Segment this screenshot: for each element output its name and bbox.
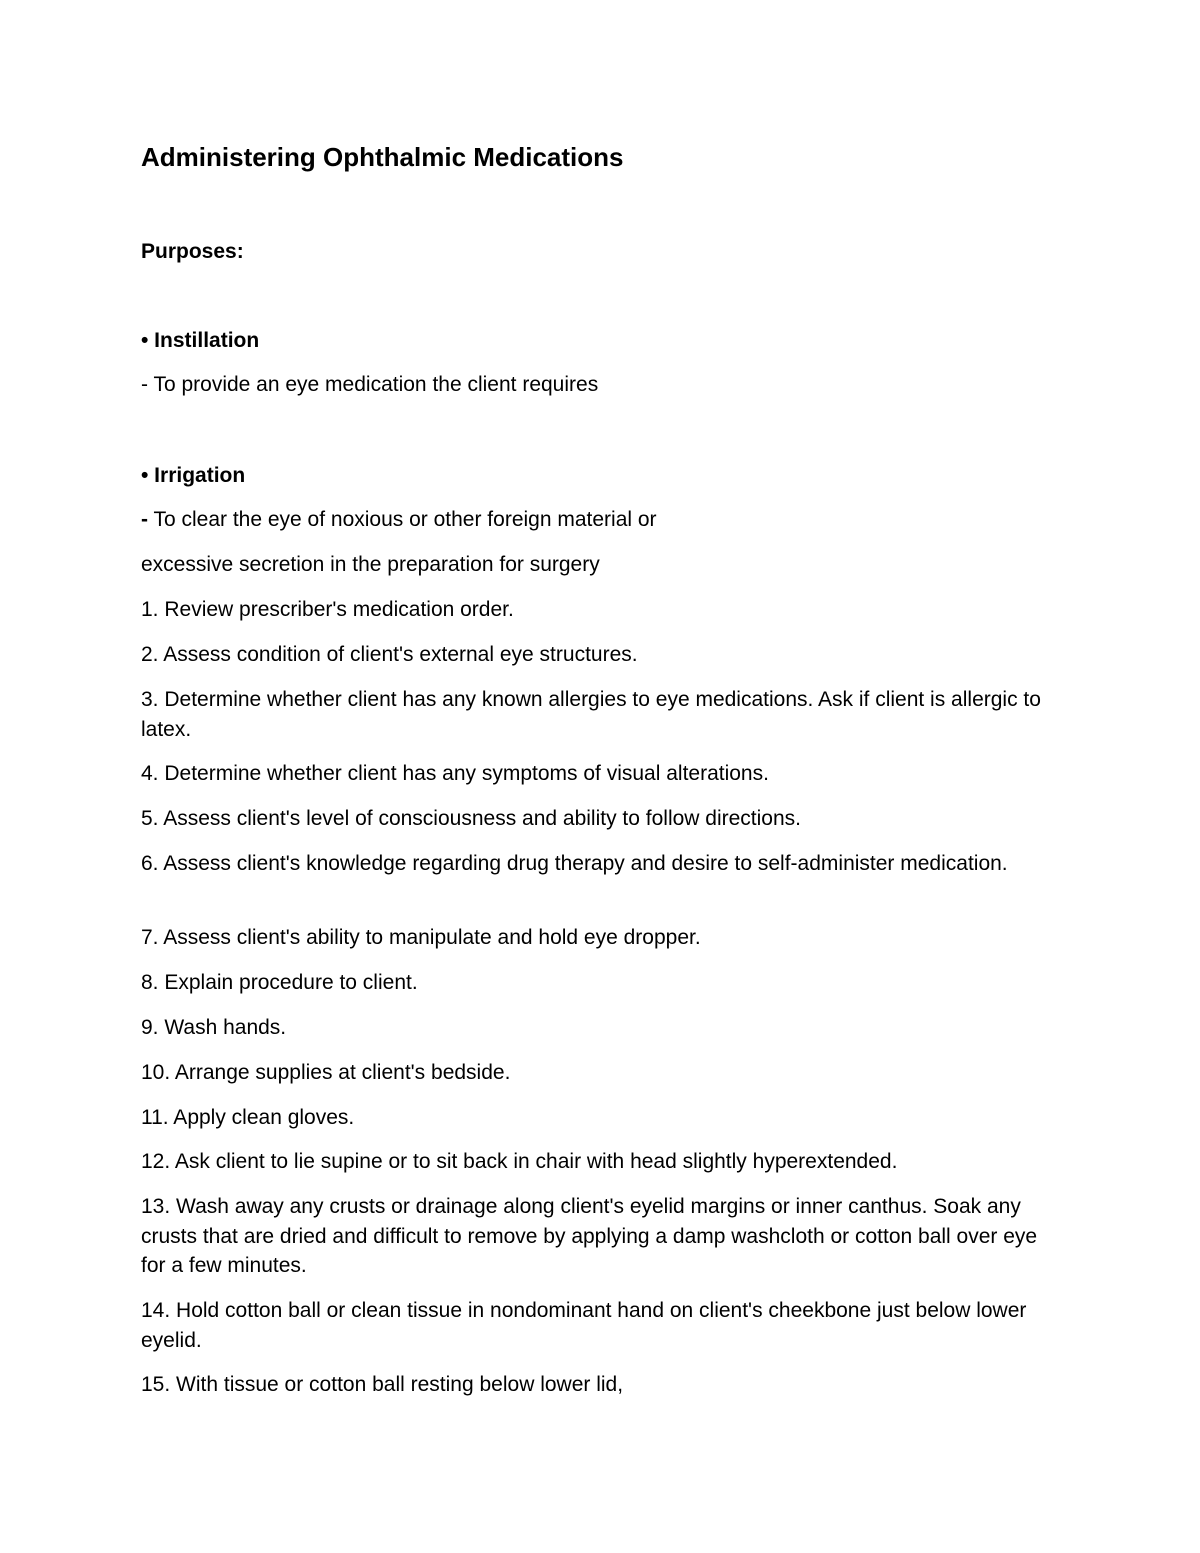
step-8: 8. Explain procedure to client. [141, 971, 418, 994]
step-6: 6. Assess client's knowledge regarding drug therapy and desire to self-administer medication. [141, 852, 1008, 875]
instillation-text: - To provide an eye medication the client requires [141, 373, 599, 396]
section-heading-instillation: • Instillation [141, 329, 260, 352]
step-13: 13. Wash away any crusts or drainage along client's eyelid margins or inner canthus. Soak any crusts that are dried and difficult to remove by applying a damp washcloth or cotton ball over eye for a few minutes. [141, 1195, 1038, 1277]
step-2: 2. Assess condition of client's external eye structures. [141, 643, 638, 666]
irrigation-text: To clear the eye of noxious or other foreign material or [148, 508, 657, 531]
step-15: 15. With tissue or cotton ball resting below lower lid, [141, 1373, 624, 1396]
step-14: 14. Hold cotton ball or clean tissue in nondominant hand on client's cheekbone just below lower eyelid. [141, 1299, 1027, 1352]
step-5: 5. Assess client's level of consciousness and ability to follow directions. [141, 807, 802, 830]
document-title: Administering Ophthalmic Medications [141, 142, 624, 172]
step-7: 7. Assess client's ability to manipulate and hold eye dropper. [141, 926, 701, 949]
step-4: 4. Determine whether client has any symptoms of visual alterations. [141, 762, 769, 785]
step-3: 3. Determine whether client has any known allergies to eye medications. Ask if client is allergic to latex. [141, 688, 1041, 741]
step-12: 12. Ask client to lie supine or to sit back in chair with head slightly hyperextended. [141, 1150, 898, 1173]
step-1: 1. Review prescriber's medication order. [141, 598, 514, 621]
purposes-heading: Purposes: [141, 240, 244, 263]
step-9: 9. Wash hands. [141, 1016, 287, 1039]
section-heading-irrigation: • Irrigation [141, 464, 246, 487]
irrigation-text-line-1 [141, 505, 1051, 535]
step-11: 11. Apply clean gloves. [141, 1106, 355, 1129]
step-10: 10. Arrange supplies at client's bedside. [141, 1061, 511, 1084]
irrigation-text-line-2: excessive secretion in the preparation for surgery [141, 553, 600, 576]
irrigation-dash: - [141, 508, 148, 531]
